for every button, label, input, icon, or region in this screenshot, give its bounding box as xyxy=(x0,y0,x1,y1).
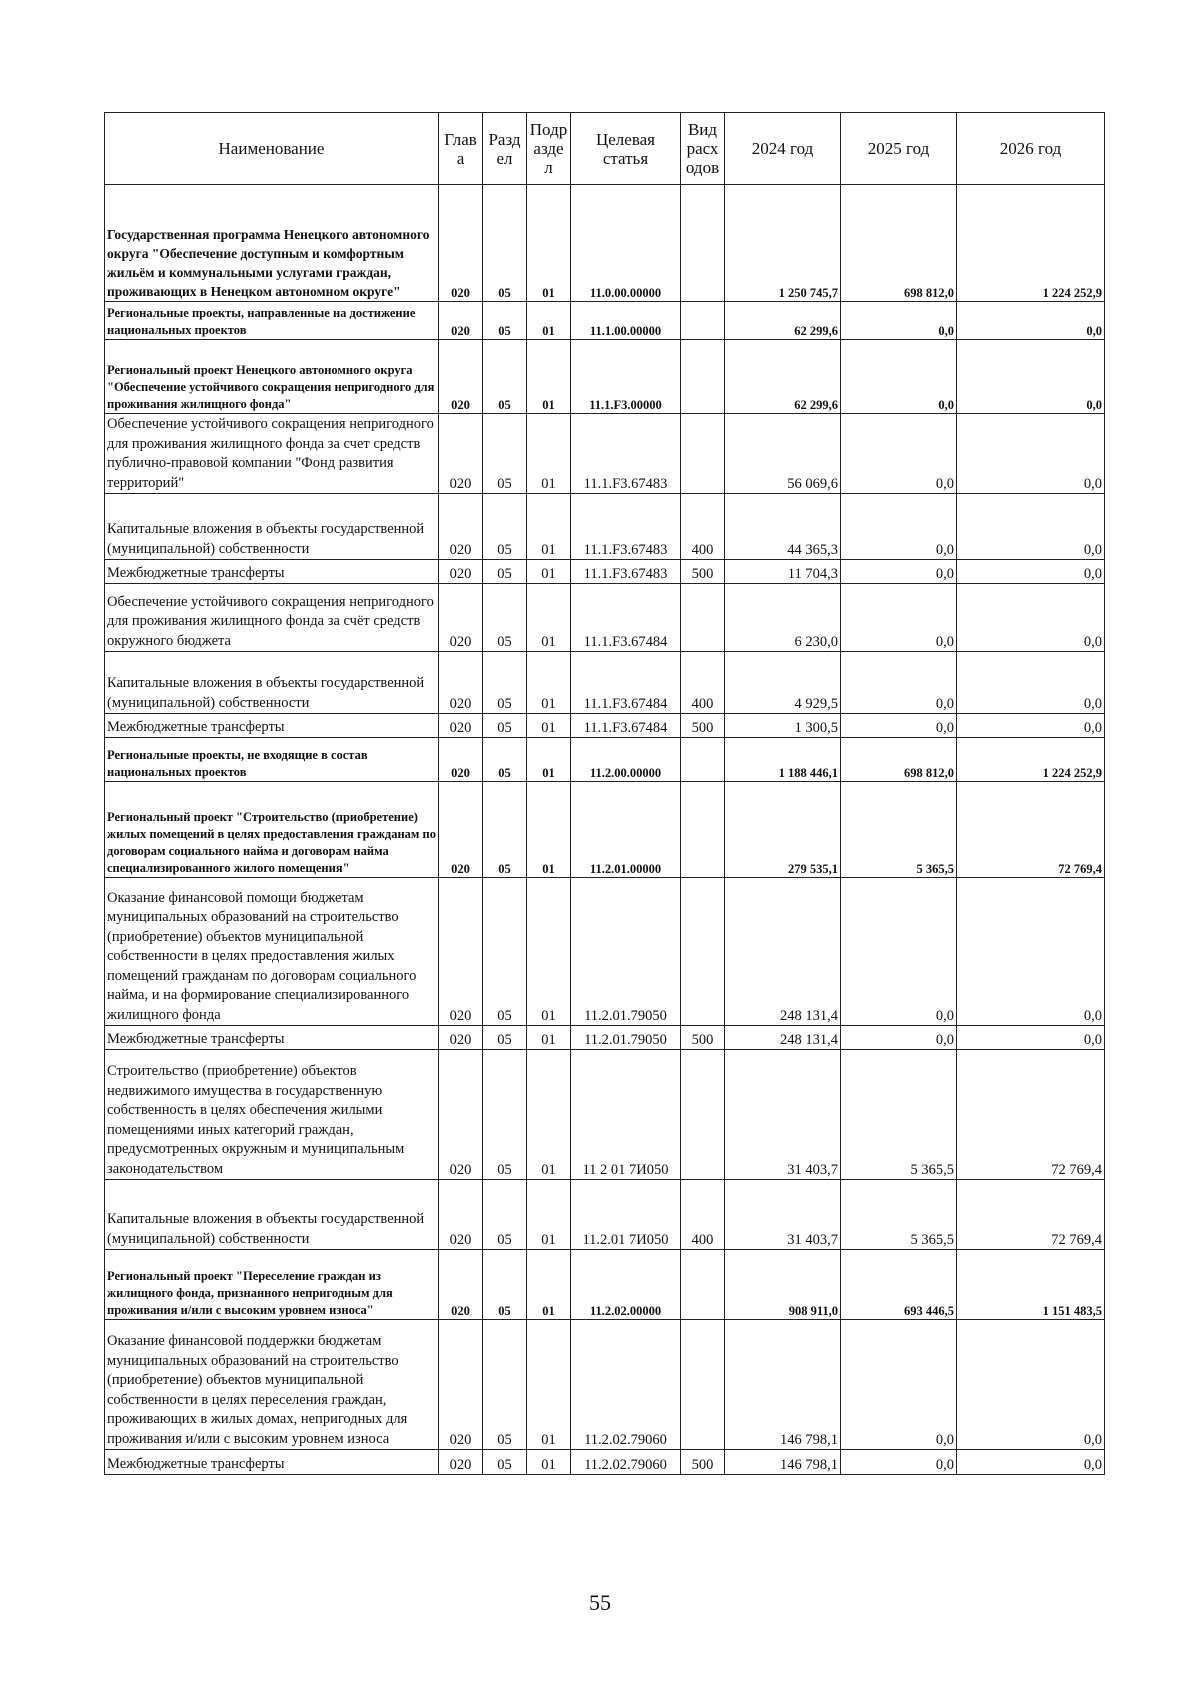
row-glava: 020 xyxy=(439,1320,483,1450)
table-row xyxy=(105,1180,1105,1250)
row-podrazdel: 01 xyxy=(527,560,571,584)
row-name: Региональные проекты, не входящие в состав национальных проектов xyxy=(105,738,439,782)
row-podrazdel: 01 xyxy=(527,1026,571,1050)
row-2026: 0,0 xyxy=(957,302,1105,340)
row-vid: 500 xyxy=(681,1450,725,1475)
row-vid xyxy=(681,1050,725,1180)
row-vid xyxy=(681,340,725,414)
row-2024: 146 798,1 xyxy=(725,1320,841,1450)
row-2025: 0,0 xyxy=(841,652,957,714)
row-name: Региональные проекты, направленные на достижение национальных проектов xyxy=(105,302,439,340)
row-razdel: 05 xyxy=(483,1320,527,1450)
row-razdel: 05 xyxy=(483,560,527,584)
row-2026: 1 224 252,9 xyxy=(957,185,1105,302)
row-2026: 0,0 xyxy=(957,584,1105,652)
row-razdel: 05 xyxy=(483,584,527,652)
row-razdel: 05 xyxy=(483,714,527,738)
row-glava: 020 xyxy=(439,652,483,714)
row-2026: 0,0 xyxy=(957,494,1105,560)
row-celevaya: 11.2.00.00000 xyxy=(571,738,681,782)
table-row xyxy=(105,414,1105,494)
row-podrazdel: 01 xyxy=(527,302,571,340)
header-row xyxy=(105,113,1105,185)
row-2025: 0,0 xyxy=(841,302,957,340)
row-celevaya: 11.2.01.00000 xyxy=(571,782,681,878)
row-glava: 020 xyxy=(439,878,483,1026)
row-razdel: 05 xyxy=(483,1250,527,1320)
row-glava: 020 xyxy=(439,1026,483,1050)
row-glava: 020 xyxy=(439,1050,483,1180)
row-podrazdel: 01 xyxy=(527,714,571,738)
header-glava: Глав а xyxy=(439,113,483,185)
row-vid: 500 xyxy=(681,714,725,738)
row-name: Региональный проект Ненецкого автономного округа "Обеспечение устойчивого сокращения непригодного для проживания жилищного фонда" xyxy=(105,340,439,414)
row-razdel: 05 xyxy=(483,878,527,1026)
row-celevaya: 11.2.02.00000 xyxy=(571,1250,681,1320)
row-podrazdel: 01 xyxy=(527,1450,571,1475)
row-2025: 698 812,0 xyxy=(841,185,957,302)
table-row xyxy=(105,584,1105,652)
row-razdel: 05 xyxy=(483,340,527,414)
row-glava: 020 xyxy=(439,302,483,340)
row-razdel: 05 xyxy=(483,414,527,494)
row-name: Межбюджетные трансферты xyxy=(105,1450,439,1475)
row-2024: 248 131,4 xyxy=(725,878,841,1026)
row-2025: 0,0 xyxy=(841,340,957,414)
header-razdel: Разд ел xyxy=(483,113,527,185)
row-2024: 248 131,4 xyxy=(725,1026,841,1050)
row-celevaya: 11.2.01.79050 xyxy=(571,1026,681,1050)
row-2024: 1 188 446,1 xyxy=(725,738,841,782)
table-row xyxy=(105,302,1105,340)
row-celevaya: 11.2.02.79060 xyxy=(571,1320,681,1450)
row-celevaya: 11 2 01 7И050 xyxy=(571,1050,681,1180)
row-razdel: 05 xyxy=(483,652,527,714)
row-2024: 11 704,3 xyxy=(725,560,841,584)
row-podrazdel: 01 xyxy=(527,340,571,414)
table-row xyxy=(105,1050,1105,1180)
row-2024: 62 299,6 xyxy=(725,340,841,414)
row-celevaya: 11.1.F3.67484 xyxy=(571,652,681,714)
row-2025: 0,0 xyxy=(841,584,957,652)
row-2024: 31 403,7 xyxy=(725,1050,841,1180)
row-razdel: 05 xyxy=(483,738,527,782)
row-vid: 500 xyxy=(681,560,725,584)
row-celevaya: 11.1.F3.67483 xyxy=(571,494,681,560)
table-row xyxy=(105,714,1105,738)
row-podrazdel: 01 xyxy=(527,1250,571,1320)
table-row xyxy=(105,1026,1105,1050)
row-name: Межбюджетные трансферты xyxy=(105,714,439,738)
table-row xyxy=(105,782,1105,878)
row-2026: 1 151 483,5 xyxy=(957,1250,1105,1320)
row-podrazdel: 01 xyxy=(527,414,571,494)
row-razdel: 05 xyxy=(483,185,527,302)
row-razdel: 05 xyxy=(483,1026,527,1050)
row-name: Оказание финансовой поддержки бюджетам муниципальных образований на строительство (приобретение) объектов муниципальной собственности в целях переселения граждан, проживающих в жилых домах, непригодных для проживания и/или с высоким уровнем износа xyxy=(105,1320,439,1450)
row-razdel: 05 xyxy=(483,302,527,340)
row-razdel: 05 xyxy=(483,782,527,878)
row-vid: 400 xyxy=(681,494,725,560)
row-name: Государственная программа Ненецкого автономного округа "Обеспечение доступным и комфортным жильём и коммунальными услугами граждан, проживающих в Ненецком автономном округе" xyxy=(105,185,439,302)
row-podrazdel: 01 xyxy=(527,1320,571,1450)
row-glava: 020 xyxy=(439,1250,483,1320)
row-celevaya: 11.0.00.00000 xyxy=(571,185,681,302)
row-2025: 0,0 xyxy=(841,414,957,494)
row-2024: 279 535,1 xyxy=(725,782,841,878)
row-glava: 020 xyxy=(439,560,483,584)
row-vid xyxy=(681,584,725,652)
row-podrazdel: 01 xyxy=(527,494,571,560)
row-2026: 0,0 xyxy=(957,878,1105,1026)
row-2026: 72 769,4 xyxy=(957,782,1105,878)
row-celevaya: 11.2.01.79050 xyxy=(571,878,681,1026)
row-2024: 44 365,3 xyxy=(725,494,841,560)
header-podrazdel: Подр азде л xyxy=(527,113,571,185)
row-glava: 020 xyxy=(439,1450,483,1475)
row-vid xyxy=(681,738,725,782)
header-2025: 2025 год xyxy=(841,113,957,185)
header-vid: Вид расх одов xyxy=(681,113,725,185)
table-row xyxy=(105,185,1105,302)
row-vid xyxy=(681,1250,725,1320)
row-celevaya: 11.1.00.00000 xyxy=(571,302,681,340)
row-name: Обеспечение устойчивого сокращения непригодного для проживания жилищного фонда за счёт средств окружного бюджета xyxy=(105,584,439,652)
row-vid xyxy=(681,302,725,340)
row-name: Капитальные вложения в объекты государственной (муниципальной) собственности xyxy=(105,652,439,714)
row-glava: 020 xyxy=(439,1180,483,1250)
row-vid: 400 xyxy=(681,652,725,714)
table-row xyxy=(105,652,1105,714)
row-2024: 1 250 745,7 xyxy=(725,185,841,302)
budget-sheet xyxy=(104,112,1104,1475)
row-glava: 020 xyxy=(439,738,483,782)
row-2026: 0,0 xyxy=(957,560,1105,584)
row-2024: 62 299,6 xyxy=(725,302,841,340)
table-row xyxy=(105,560,1105,584)
row-podrazdel: 01 xyxy=(527,584,571,652)
table-row xyxy=(105,1450,1105,1475)
table-row xyxy=(105,340,1105,414)
row-celevaya: 11.1.F3.67484 xyxy=(571,584,681,652)
header-celevaya: Целевая статья xyxy=(571,113,681,185)
table-row xyxy=(105,1320,1105,1450)
row-razdel: 05 xyxy=(483,1180,527,1250)
row-2026: 0,0 xyxy=(957,1320,1105,1450)
row-name: Капитальные вложения в объекты государственной (муниципальной) собственности xyxy=(105,494,439,560)
table-row xyxy=(105,738,1105,782)
row-2025: 5 365,5 xyxy=(841,782,957,878)
row-vid xyxy=(681,414,725,494)
row-name: Межбюджетные трансферты xyxy=(105,1026,439,1050)
row-glava: 020 xyxy=(439,714,483,738)
page-number: 55 xyxy=(589,1590,611,1615)
row-name: Межбюджетные трансферты xyxy=(105,560,439,584)
row-2024: 1 300,5 xyxy=(725,714,841,738)
row-2025: 5 365,5 xyxy=(841,1180,957,1250)
row-2026: 1 224 252,9 xyxy=(957,738,1105,782)
row-glava: 020 xyxy=(439,414,483,494)
row-razdel: 05 xyxy=(483,494,527,560)
row-vid xyxy=(681,185,725,302)
row-2024: 4 929,5 xyxy=(725,652,841,714)
row-name: Строительство (приобретение) объектов недвижимого имущества в государственную собственность в целях обеспечения жилыми помещениями иных категорий граждан, предусмотренных окружным и муниципальным законодательством xyxy=(105,1050,439,1180)
row-podrazdel: 01 xyxy=(527,782,571,878)
row-2026: 0,0 xyxy=(957,1026,1105,1050)
row-2025: 0,0 xyxy=(841,1026,957,1050)
row-vid: 500 xyxy=(681,1026,725,1050)
row-vid xyxy=(681,878,725,1026)
table-row xyxy=(105,878,1105,1026)
row-2026: 72 769,4 xyxy=(957,1050,1105,1180)
row-glava: 020 xyxy=(439,185,483,302)
header-name: Наименование xyxy=(105,113,439,185)
row-vid xyxy=(681,1320,725,1450)
row-vid: 400 xyxy=(681,1180,725,1250)
row-2025: 5 365,5 xyxy=(841,1050,957,1180)
row-2026: 0,0 xyxy=(957,652,1105,714)
row-glava: 020 xyxy=(439,340,483,414)
row-2025: 0,0 xyxy=(841,1320,957,1450)
row-2026: 0,0 xyxy=(957,1450,1105,1475)
row-razdel: 05 xyxy=(483,1450,527,1475)
row-name: Региональный проект "Строительство (приобретение) жилых помещений в целях предоставления гражданам по договорам социального найма и договорам найма специализированного жилого помещения" xyxy=(105,782,439,878)
header-2024: 2024 год xyxy=(725,113,841,185)
row-celevaya: 11.1.F3.67483 xyxy=(571,560,681,584)
row-name: Оказание финансовой помощи бюджетам муниципальных образований на строительство (приобретение) объектов муниципальной собственности в целях предоставления жилых помещений гражданам по договорам социального найма, и на формирование специализированного жилищного фонда xyxy=(105,878,439,1026)
row-podrazdel: 01 xyxy=(527,878,571,1026)
row-2025: 693 446,5 xyxy=(841,1250,957,1320)
row-celevaya: 11.2.01 7И050 xyxy=(571,1180,681,1250)
header-2026: 2026 год xyxy=(957,113,1105,185)
row-2026: 0,0 xyxy=(957,714,1105,738)
row-podrazdel: 01 xyxy=(527,1180,571,1250)
row-2025: 0,0 xyxy=(841,714,957,738)
row-celevaya: 11.1.F3.67484 xyxy=(571,714,681,738)
row-2026: 0,0 xyxy=(957,340,1105,414)
row-celevaya: 11.2.02.79060 xyxy=(571,1450,681,1475)
row-podrazdel: 01 xyxy=(527,738,571,782)
row-name: Региональный проект "Переселение граждан из жилищного фонда, признанного непригодным для проживания и/или с высоким уровнем износа" xyxy=(105,1250,439,1320)
row-razdel: 05 xyxy=(483,1050,527,1180)
table-row xyxy=(105,1250,1105,1320)
row-2025: 698 812,0 xyxy=(841,738,957,782)
row-glava: 020 xyxy=(439,494,483,560)
row-2026: 72 769,4 xyxy=(957,1180,1105,1250)
row-2024: 146 798,1 xyxy=(725,1450,841,1475)
row-2025: 0,0 xyxy=(841,560,957,584)
row-2025: 0,0 xyxy=(841,1450,957,1475)
row-2024: 31 403,7 xyxy=(725,1180,841,1250)
row-podrazdel: 01 xyxy=(527,1050,571,1180)
table-row xyxy=(105,494,1105,560)
row-celevaya: 11.1.F3.67483 xyxy=(571,414,681,494)
row-2024: 6 230,0 xyxy=(725,584,841,652)
row-2025: 0,0 xyxy=(841,878,957,1026)
row-2026: 0,0 xyxy=(957,414,1105,494)
row-glava: 020 xyxy=(439,782,483,878)
row-celevaya: 11.1.F3.00000 xyxy=(571,340,681,414)
budget-table xyxy=(104,112,1105,1475)
row-name: Капитальные вложения в объекты государственной (муниципальной) собственности xyxy=(105,1180,439,1250)
row-2024: 908 911,0 xyxy=(725,1250,841,1320)
row-name: Обеспечение устойчивого сокращения непригодного для проживания жилищного фонда за счет средств публично-правовой компании "Фонд развития территорий" xyxy=(105,414,439,494)
row-podrazdel: 01 xyxy=(527,185,571,302)
row-2025: 0,0 xyxy=(841,494,957,560)
row-podrazdel: 01 xyxy=(527,652,571,714)
row-vid xyxy=(681,782,725,878)
row-glava: 020 xyxy=(439,584,483,652)
row-2024: 56 069,6 xyxy=(725,414,841,494)
